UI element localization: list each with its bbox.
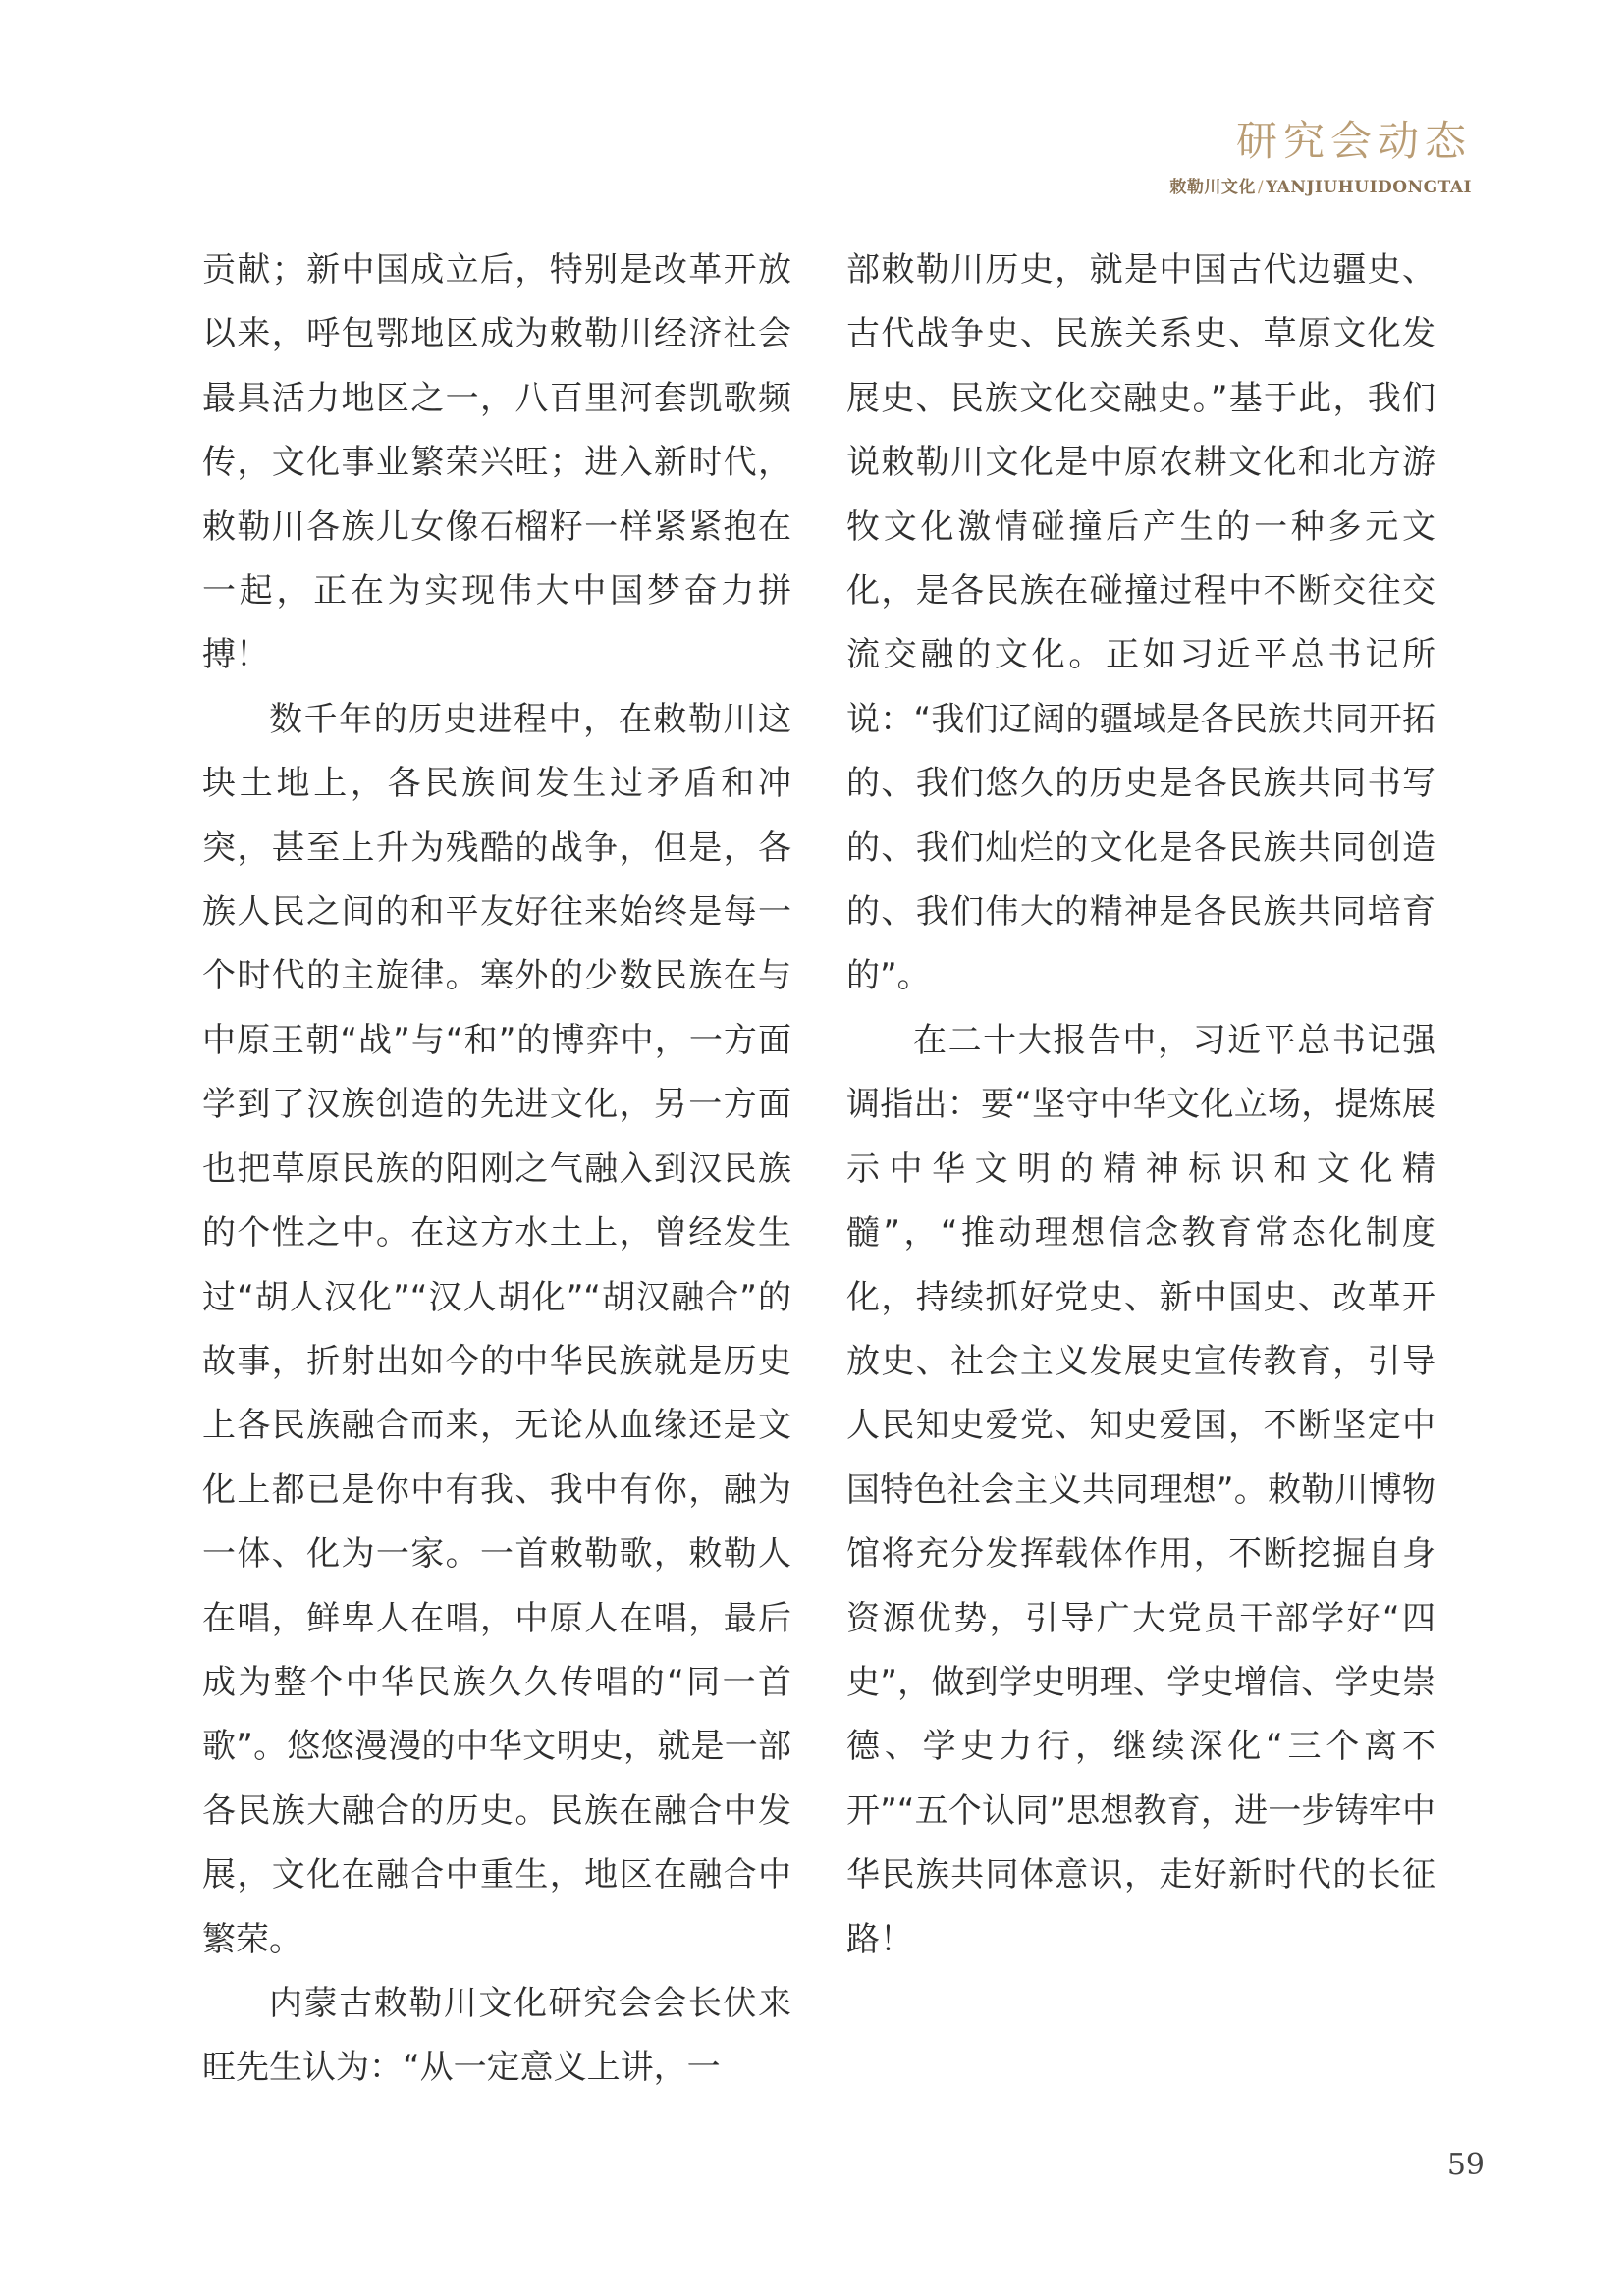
section-header bbox=[1169, 116, 1472, 197]
paragraph-continued: 部敕勒川历史，就是中国古代边疆史、古代战争史、民族关系史、草原文化发展史、民族文化交融史。”基于此，我们说敕勒川文化是中原农耕文化和北方游牧文化激情碰撞后产生的一种多元文化，是各民族在碰撞过程中不断交往交流交融的文化。正如习近平总书记所说：“我们辽阔的疆域是各民族共同开拓的、我们悠久的历史是各民族共同书写的、我们灿烂的文化是各民族共同创造的、我们伟大的精神是各民族共同培育的”。 bbox=[846, 250, 1435, 996]
paragraph: 数千年的历史进程中，在敕勒川这块土地上，各民族间发生过矛盾和冲突，甚至上升为残酷的战争，但是，各族人民之间的和平友好往来始终是每一个时代的主旋律。塞外的少数民族在与中原王朝“战”与“和”的博弈中，一方面学到了汉族创造的先进文化，另一方面也把草原民族的阳刚之气融入到汉民族的个性之中。在这方水土上，曾经发生过“胡人汉化”“汉人胡化”“胡汉融合”的故事，折射出如今的中华民族就是历史上各民族融合而来，无论从血缘还是文化上都已是你中有我、我中有你，融为一体、化为一家。一首敕勒歌，敕勒人在唱，鲜卑人在唱，中原人在唱，最后成为整个中华民族久久传唱的“同一首歌”。悠悠漫漫的中华文明史，就是一部各民族大融合的历史。民族在融合中发展，文化在融合中重生，地区在融合中繁荣。 bbox=[202, 699, 791, 1959]
paragraph: 内蒙古敕勒川文化研究会会长伏来旺先生认为：“从一定意义上讲，一 bbox=[202, 1983, 791, 2088]
section-subtitle bbox=[1169, 173, 1472, 197]
right-text-column bbox=[846, 239, 1435, 1972]
paragraph: 在二十大报告中，习近平总书记强调指出：要“坚守中华文化立场，提炼展示中华文明的精神标识和文化精髓”，“推动理想信念教育常态化制度化，持续抓好党史、新中国史、改革开放史、社会主义发展史宣传教育，引导人民知史爱党、知史爱国，不断坚定中国特色社会主义共同理想”。敕勒川博物馆将充分发挥载体作用，不断挖掘自身资源优势，引导广大党员干部学好“四史”，做到学史明理、学史增信、学史崇德、学史力行，继续深化“三个离不开”“五个认同”思想教育，进一步铸牢中华民族共同体意识，走好新时代的长征路！ bbox=[846, 1020, 1435, 1959]
left-text-column bbox=[202, 239, 791, 2101]
paragraph-continued: 贡献；新中国成立后，特别是改革开放以来，呼包鄂地区成为敕勒川经济社会最具活力地区之一，八百里河套凯歌频传，文化事业繁荣兴旺；进入新时代，敕勒川各族儿女像石榴籽一样紧紧抱在一起，正在为实现伟大中国梦奋力拼搏！ bbox=[202, 250, 791, 675]
subtitle-pinyin: YANJIUHUIDONGTAI bbox=[1266, 178, 1472, 197]
subtitle-chinese: 敕勒川文化 bbox=[1169, 178, 1256, 197]
page-number: 59 bbox=[1446, 2148, 1485, 2182]
subtitle-separator: / bbox=[1257, 178, 1265, 197]
section-title: 研究会动态 bbox=[1235, 117, 1472, 165]
